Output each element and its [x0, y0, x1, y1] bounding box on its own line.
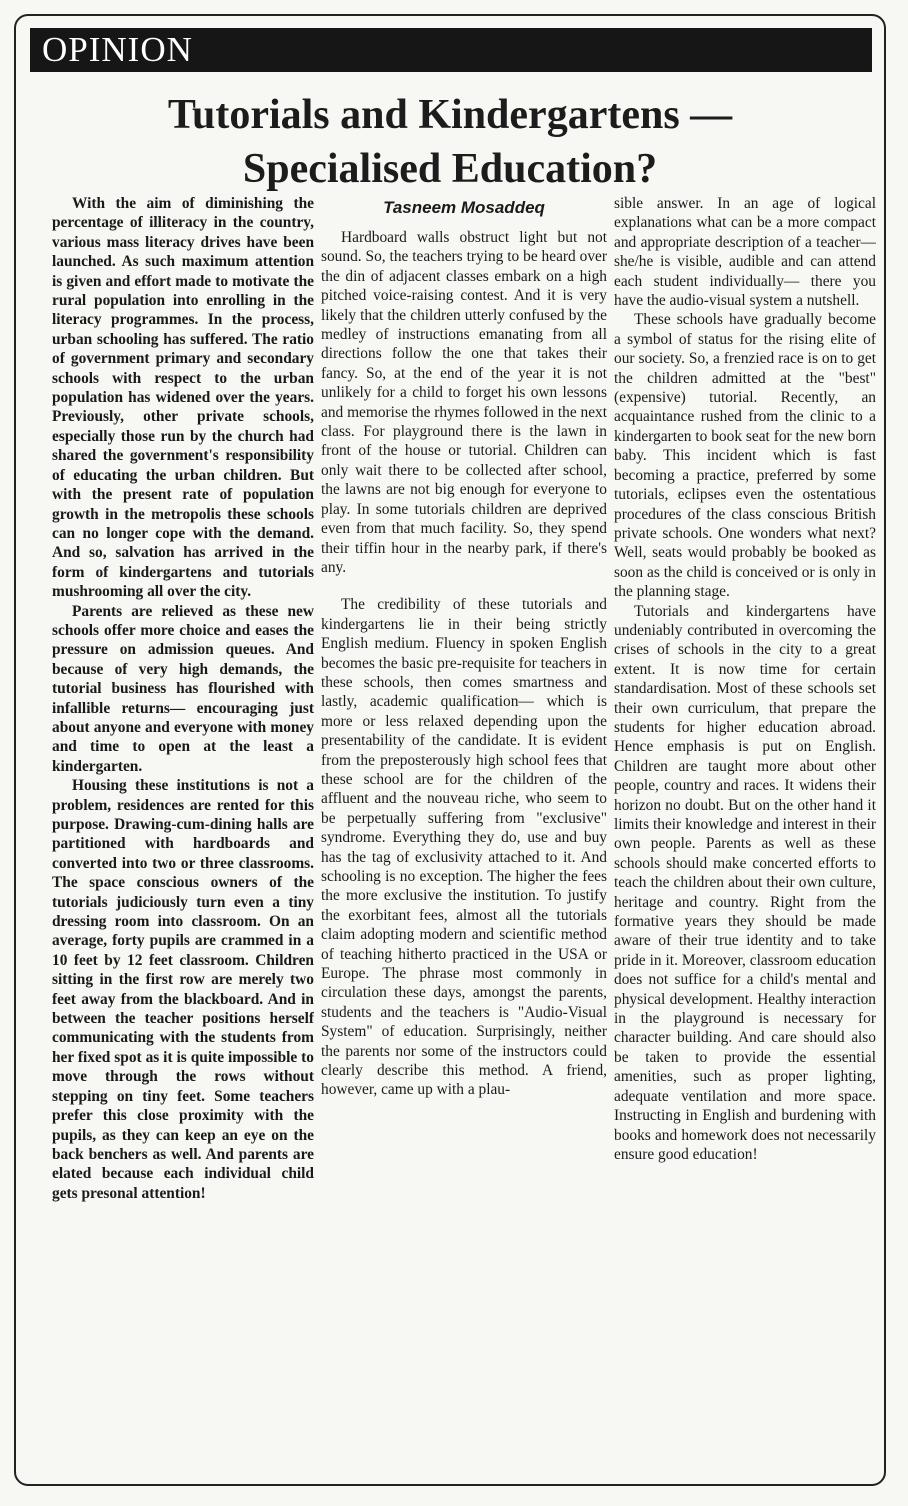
column-3 [614, 194, 876, 1474]
paragraph: sible answer. In an age of logical explanations what can be a more compact and appropriate description of a teacher— she/he is visible, audible and can attend each student individually— there you have the audio-visual system a nutshell. [614, 195, 876, 310]
paragraph: These schools have gradually become a symbol of status for the rising elite of our society. So, a frenzied race is on to get the children admitted at the "best" (expensive) tutorial. Recently, an acquaintance rushed from the clinic to a kindergarten to book seat for the new born baby. This incident which is fast becoming a practice, preferred by some tutorials, eclipses even the ostentatious procedures of the class conscious British private schools. One wonders what next? Well, seats would probably be booked as soon as the child is conceived or is only in the planning stage. [614, 311, 876, 601]
column-1 [52, 194, 314, 1474]
headline-line-2: Specialised Education? [242, 146, 658, 192]
paragraph: Tutorials and kindergartens have undeniably contributed in overcoming the crises of schools in the city to a great extent. It is now time for certain standardisation. Most of these schools set their own curriculum, that prepare the students for higher education abroad. Hence emphasis is put on English. Children are taught more about other people, country and races. It widens their horizon no doubt. But on the other hand it limits their knowledge and interest in their own people. Parents as well as these schools should make concerted efforts to teach the children about their own culture, heritage and country. Right from the formative years they should be made aware of their true identity and to take pride in it. Moreover, classroom education does not suffice for a child's mental and physical development. Healthy interaction in the playground is necessary for character building. And care should also be taken to provide the essential amenities, such as proper lighting, adequate ventilation and more space. Instructing in English and burdening with books and homework does not necessarily ensure good education! [614, 602, 876, 1163]
author-byline: Tasneem Mosaddeq [383, 198, 545, 217]
paragraph: The credibility of these tutorials and kindergartens lie in their being strictly English medium. Fluency in spoken English becomes the basic pre-requisite for teachers in these schools, then comes smartness and lastly, academic qualification— which is more or less relaxed depending upon the presentability of the candidate. It is evident from the preposterously high school fees that these school are for the children of the affluent and the nouveau riche, who seem to be perpetually suffering from "exclusive" syndrome. Everything they do, use and buy has the tag of exclusivity attached to it. And schooling is no exception. The higher the fees the more exclusive the institution. To justify the exorbitant fees, almost all the tutorials claim adopting modern and scientific method of teaching hitherto practiced in the USA or Europe. The phrase most commonly in circulation these days, amongst the parents, students and the teachers is "Audio-Visual System" of education. Surprisingly, neither the parents nor some of the instructors could clearly describe this method. A friend, however, came up with a plau- [321, 596, 607, 1099]
paragraph: Hardboard walls obstruct light but not sound. So, the teachers trying to be heard over the din of adjacent classes embark on a high pitched voice-raising contest. And it is very likely that the children utterly confused by the medley of instructions emanating from all directions follow the one that takes their fancy. So, at the end of the year it is not unlikely for a child to forget his own lessons and memorise the rhymes followed in the next class. For playground there is the lawn in front of the house or tutorial. Children can only wait there to be collected after school, the lawns are not big enough for everyone to play. In some tutorials children are deprived even from that much facility. So, they spend their tiffin hour in the nearby park, if there's any. [321, 229, 607, 576]
paragraph: Parents are relieved as these new schools offer more choice and eases the pressure on admission queues. And because of very high demands, the tutorial business has flourished with infallible returns— encouraging just about anyone and everyone with money and time to open at the least a kindergarten. [52, 602, 314, 775]
article-frame [14, 14, 886, 1486]
section-banner: OPINION [30, 28, 872, 72]
paragraph: Housing these institutions is not a problem, residences are rented for this purpose. Drawing-cum-dining halls are partitioned with hardboards and converted into two or three classrooms. The space conscious owners of the tutorials judiciously turn even a tiny dressing room into classroom. On an average, forty pupils are crammed in a 10 feet by 12 feet classroom. Children sitting in the first row are merely two feet away from the blackboard. And in between the teacher positions herself communicating with the students from her fixed spot as it is quite impossible to move through the rows without stepping on tiny feet. Some teachers prefer this close proximity with the pupils, as they can keep an eye on the back benchers as well. And parents are elated because each individual child gets presonal attention! [52, 777, 314, 1202]
paragraph: With the aim of diminishing the percentage of illiteracy in the country, various mass literacy drives have been launched. As such maximum attention is given and effort made to motivate the rural population into enrolling in the literacy programmes. In the process, urban schooling has suffered. The ratio of government primary and secondary schools with respect to the urban population has widened over the years. Previously, other private schools, especially those run by the church had shared the government's responsibility of educating the urban children. But with the present rate of population growth in the metropolis these schools can no longer cope with the demand. And so, salvation has arrived in the form of kindergartens and tutorials mushrooming all over the city. [52, 195, 314, 601]
column-2 [321, 194, 607, 1474]
headline-line-1: Tutorials and Kindergartens — [167, 92, 733, 138]
